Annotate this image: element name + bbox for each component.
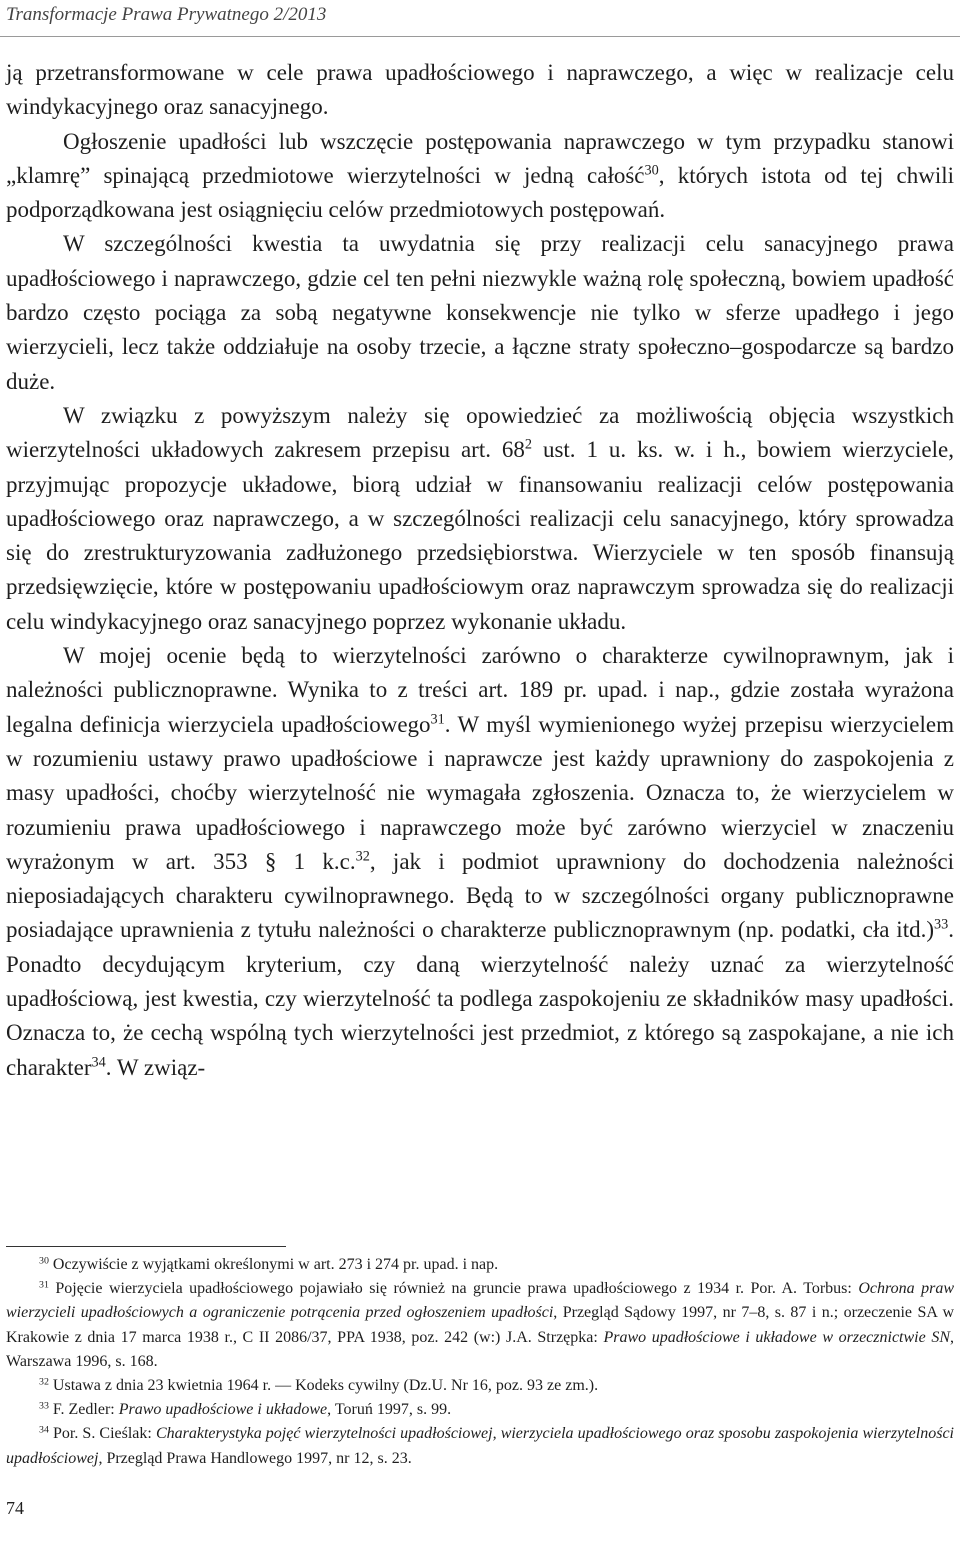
footnote-text: , Toruń 1997, s. 99. xyxy=(327,1401,452,1419)
p5-text-a: W mojej ocenie będą to wierzytelności zarówno o charakterze cywilnoprawnym, jak i należności publicznoprawne. Wynika to z treści art. 189 pr. upad. i nap., gdzie została wyrażona legalna definicja wierzyciela upadłościowego xyxy=(6,643,954,737)
p4-text-b: ust. 1 u. ks. w. i h., bowiem wierzyciele, przyjmując propozycje układowe, biorą udział w finansowaniu realizacji celów postępowania upadłościowego oraz naprawczego, a w szczególności realizacji celu sanacyjnego, który sprowadza się do zrestrukturyzowania zadłużonego przedsiębiorstwa. Wierzyciele w ten sposób finansują przedsięwzięcie, które w postępowaniu upadłościowym oraz naprawczym sprowadza się do realizacji celu windykacyjnego oraz sanacyjnego poprzez wykonanie układu. xyxy=(6,437,954,634)
main-text xyxy=(6,56,954,1085)
p5-text-c: , jak i podmiot uprawniony do dochodzenia należności nieposiadających charakteru cywilnoprawnego. Będą to w szczególności organy publicznoprawne posiadające uprawnienia z tytułu należności o charakterze publicznoprawnym (np. podatki, cła itd.) xyxy=(6,848,954,943)
footnote-number: 31 xyxy=(39,1279,49,1291)
footnote-ref-33[interactable]: 33 xyxy=(934,917,949,934)
footnote-number: 34 xyxy=(39,1424,49,1436)
paragraph-5 xyxy=(6,639,954,1085)
footnote-33 xyxy=(6,1398,954,1422)
p4-text-a: W związku z powyższym należy się opowiedzieć za możliwością objęcia wszystkich wierzytelności układowych zakresem przepisu art. 68 xyxy=(6,402,954,463)
footnote-number: 30 xyxy=(39,1255,49,1267)
footnote-title: Charakterystyka pojęć wierzytelności upadłościowej, wierzyciela upadłościowego oraz sposobu zaspokojenia wierzytelności upadłościowej xyxy=(6,1425,954,1467)
footnotes xyxy=(6,1253,954,1471)
footnote-number: 33 xyxy=(39,1400,49,1412)
paragraph-4 xyxy=(6,399,954,639)
footnote-31 xyxy=(6,1277,954,1374)
running-head: Transformacje Prawa Prywatnego 2/2013 xyxy=(6,4,327,25)
footnote-ref-30[interactable]: 30 xyxy=(644,162,659,179)
footnote-text: , Warszawa 1996, s. 168. xyxy=(6,1328,954,1370)
p2-text-b: , których istota od tej chwili podporządkowana jest osiągnięciu celów przedmiotowych postępowań. xyxy=(6,162,954,223)
footnote-30 xyxy=(6,1253,954,1277)
footnote-text: Pojęcie wierzyciela upadłościowego pojawiało się również na gruncie prawa upadłościowego z 1934 r. Por. A. Torbus: xyxy=(48,1280,859,1298)
article-superscript: 2 xyxy=(524,437,533,453)
footnote-text: , Przegląd Sądowy 1997, nr 7–8, s. 87 i n.; orzeczenie SA w Krakowie z dnia 17 marca 1938 r., C II 2086/37, PPA 1938, poz. 242 (w:) J.A. Strzępka: xyxy=(6,1304,955,1346)
footnote-ref-32[interactable]: 32 xyxy=(355,848,370,865)
footnote-title: Prawo upadłościowe i układowe w orzecznictwie SN xyxy=(603,1328,950,1346)
p5-text-e: . W związ- xyxy=(105,1054,206,1080)
footnote-text: Ustawa z dnia 23 kwietnia 1964 r. — Kodeks cywilny (Dz.U. Nr 16, poz. 93 ze zm.). xyxy=(48,1377,599,1395)
footnote-text: , Przegląd Prawa Handlowego 1997, nr 12, s. 23. xyxy=(98,1449,412,1467)
footnote-text: Oczywiście z wyjątkami określonymi w art. 273 i 274 pr. upad. i nap. xyxy=(48,1256,499,1273)
footnote-ref-31[interactable]: 31 xyxy=(430,711,445,728)
p5-text-d: . Ponadto decydującym kryterium, czy daną wierzytelność należy uznać za wierzytelność upadłościową, jest kwestia, czy wierzytelność ta podlega zaspokojeniu ze składników masy upadłości. Oznacza to, że cechą wspólną tych wierzytelności jest przedmiot, z którego są zaspokajane, a nie ich charakter xyxy=(6,917,954,1080)
footnote-title: Prawo upadłościowe i układowe xyxy=(118,1401,328,1419)
footnote-title: Ochrona praw wierzycieli upadłościowych a ograniczenie potrącenia przed ogłoszeniem upadłości xyxy=(6,1280,955,1322)
footnote-34 xyxy=(6,1422,954,1470)
p2-text-a: Ogłoszenie upadłości lub wszczęcie postępowania naprawczego w tym przypadku stanowi „klamrę” spinającą przedmiotowe wierzytelności w jedną całość xyxy=(6,128,954,188)
footnote-ref-34[interactable]: 34 xyxy=(91,1054,106,1071)
paragraph-2 xyxy=(6,125,954,228)
footnote-rule xyxy=(6,1246,286,1247)
header-rule xyxy=(0,36,960,37)
footnote-32 xyxy=(6,1374,954,1398)
paragraph-3: W szczególności kwestia ta uwydatnia się przy realizacji celu sanacyjnego prawa upadłościowego i naprawczego, gdzie cel ten pełni niezwykle ważną rolę społeczną, bowiem upadłość bardzo często pociąga za sobą negatywne konsekwencje nie tylko w sferze upadłego i jego wierzycieli, lecz także oddziałuje na osoby trzecie, a łączne straty społeczno–gospodarcze są bardzo duże. xyxy=(6,231,954,394)
footnote-text: Por. S. Cieślak: xyxy=(48,1425,156,1443)
page-number: 74 xyxy=(6,1498,24,1518)
paragraph-1: ją przetransformowane w cele prawa upadłościowego i naprawczego, a więc w realizacje celu windykacyjnego oraz sanacyjnego. xyxy=(6,60,954,120)
footnote-number: 32 xyxy=(39,1376,49,1388)
p5-text-b: . W myśl wymienionego wyżej przepisu wierzycielem w rozumieniu ustawy prawo upadłościowe i naprawcze jest każdy uprawniony do zaspokojenia z masy upadłości, choćby wierzytelność nie wymagała zgłoszenia. Oznacza to, że wierzycielem w rozumieniu prawa upadłościowego i naprawczego może być zarówno wierzyciel w znaczeniu wyrażonym w art. 353 § 1 k.c. xyxy=(6,711,955,874)
footnote-text: F. Zedler: xyxy=(48,1401,119,1419)
